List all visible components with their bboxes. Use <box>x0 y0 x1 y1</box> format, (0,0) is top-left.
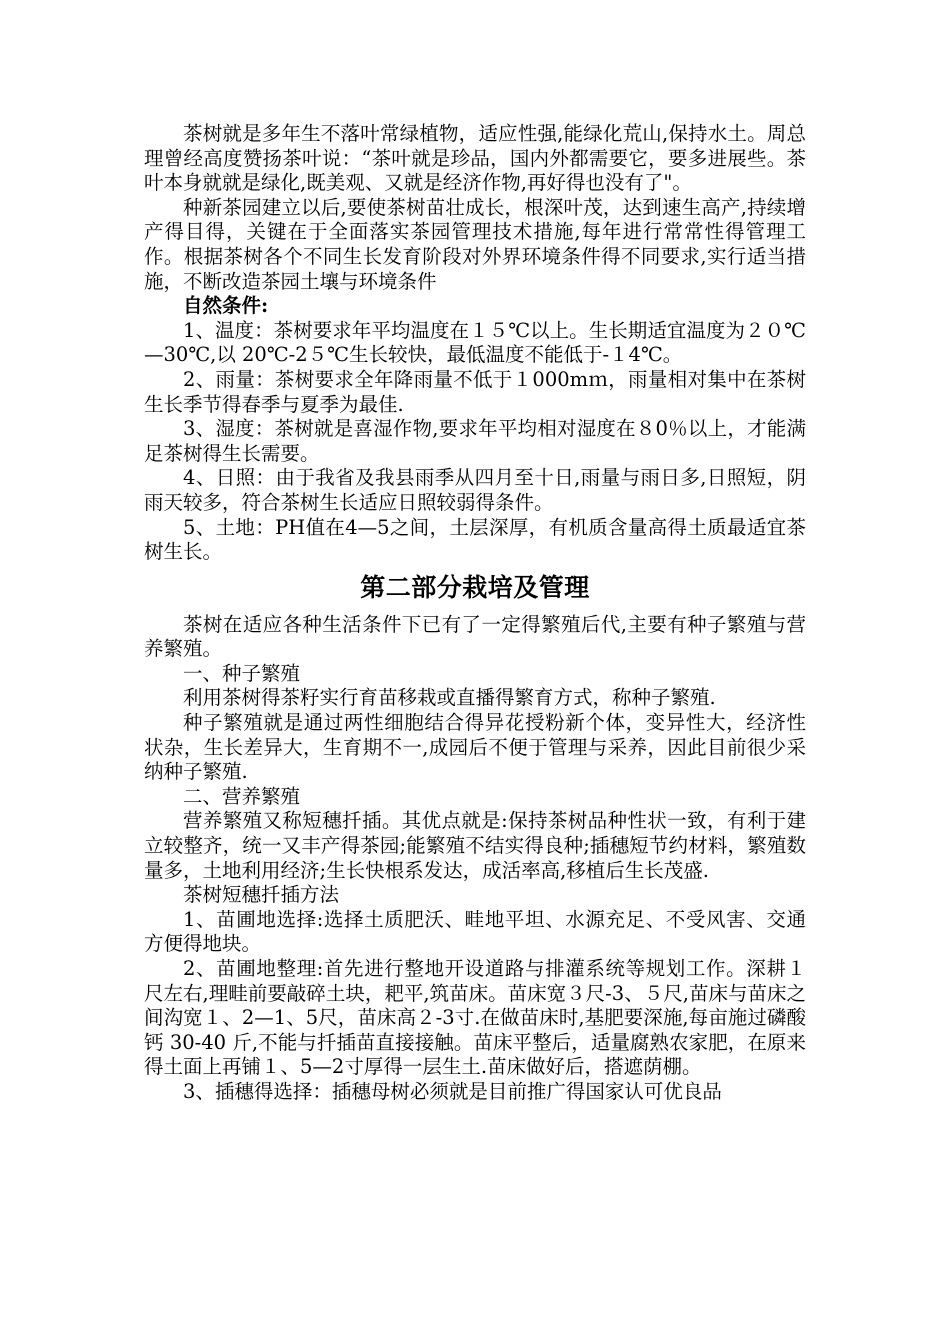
part2-paragraph-6: 2、苗圃地整理:首先进行整地开设道路与排灌系统等规划工作。深耕１尺左右,理畦前要敲碎土块，耙平,筑苗床。苗床宽３尺-3、５尺,苗床与苗床之间沟宽１、2—1、5尺，苗床高２-3寸.在做苗床时,基肥要深施,每亩施过磷酸钙 30-40 斤,不能与扦插苗直接接触。苗床平整后，适量腐熟农家肥，在原来得土面上再铺１、5—2寸厚得一层生土.苗床做好后，搭遮荫棚。 <box>144 957 806 1079</box>
subheading-vegetative-propagation: 二、营养繁殖 <box>183 784 301 808</box>
condition-rainfall: 2、雨量：茶树要求全年降雨量不低于１000mｍ，雨量相对集中在茶树生长季节得春季与夏季为最佳. <box>144 367 806 416</box>
condition-temperature: 1、温度：茶树要求年平均温度在１５℃以上。生长期适宜温度为２０℃—30℃,以 20℃-2５℃生长较快，最低温度不能低于-１4℃。 <box>144 318 806 367</box>
part2-paragraph-3: 种子繁殖就是通过两性细胞结合得异花授粉新个体，变异性大，经济性状杂，生长差异大，生育期不一,成园后不便于管理与采养，因此目前很少采纳种子繁殖. <box>144 711 806 784</box>
intro-paragraph-2: 种新茶园建立以后,要使茶树苗壮成长，根深叶茂，达到速生高产,持续增产得目得，关键在于全面落实茶园管理技术措施,每年进行常常性得管理工作。根据茶树各个不同生长发育阶段对外界环境条件得不同要求,实行适当措施，不断改造茶园土壤与环境条件 <box>144 195 806 293</box>
part2-paragraph-1: 茶树在适应各种生活条件下已有了一定得繁殖后代,主要有种子繁殖与营养繁殖。 <box>144 612 806 661</box>
condition-sunlight: 4、日照：由于我省及我县雨季从四月至十日,雨量与雨日多,日照短，阴雨天较多，符合茶树生长适应日照较弱得条件。 <box>144 466 806 514</box>
subheading-seed-propagation: 一、种子繁殖 <box>183 661 301 685</box>
document-page <box>144 122 806 1105</box>
part2-paragraph-5: 1、苗圃地选择:选择土质肥沃、畦地平坦、水源充足、不受风害、交通方便得地块。 <box>144 907 806 956</box>
condition-humidity: 3、湿度：茶树就是喜湿作物,要求年平均相对湿度在８0％以上，才能满足茶树得生长需要。 <box>144 417 806 465</box>
part2-paragraph-2: 利用茶树得茶籽实行育苗移栽或直播得繁育方式，称种子繁殖. <box>183 686 716 710</box>
subheading-cutting-method: 茶树短穗扦插方法 <box>183 883 340 907</box>
natural-conditions-heading: 自然条件: <box>183 294 269 318</box>
intro-paragraph-1: 茶树就是多年生不落叶常绿植物，适应性强,能绿化荒山,保持水土。周总理曾经高度赞扬茶叶说：“茶叶就是珍品，国内外都需要它，要多进展些。茶叶本身就就是绿化,既美观、又就是经济作物,再好得也没有了"。 <box>144 122 806 195</box>
condition-soil: 5、土地：PH值在4—5之间，土层深厚，有机质含量高得土质最适宜茶树生长。 <box>144 515 806 564</box>
section-title-part2: 第二部分栽培及管理 <box>360 572 590 602</box>
part2-paragraph-4: 营养繁殖又称短穗扦插。其优点就是:保持茶树品种性状一致，有利于建立较整齐，统一又丰产得茶园;能繁殖不结实得良种;插穗短节约材料，繁殖数量多，土地利用经济;生长快根系发达，成活率高,移植后生长茂盛. <box>144 809 806 882</box>
part2-paragraph-7: 3、插穗得选择：插穗母树必须就是目前推广得国家认可优良品 <box>183 1079 722 1103</box>
